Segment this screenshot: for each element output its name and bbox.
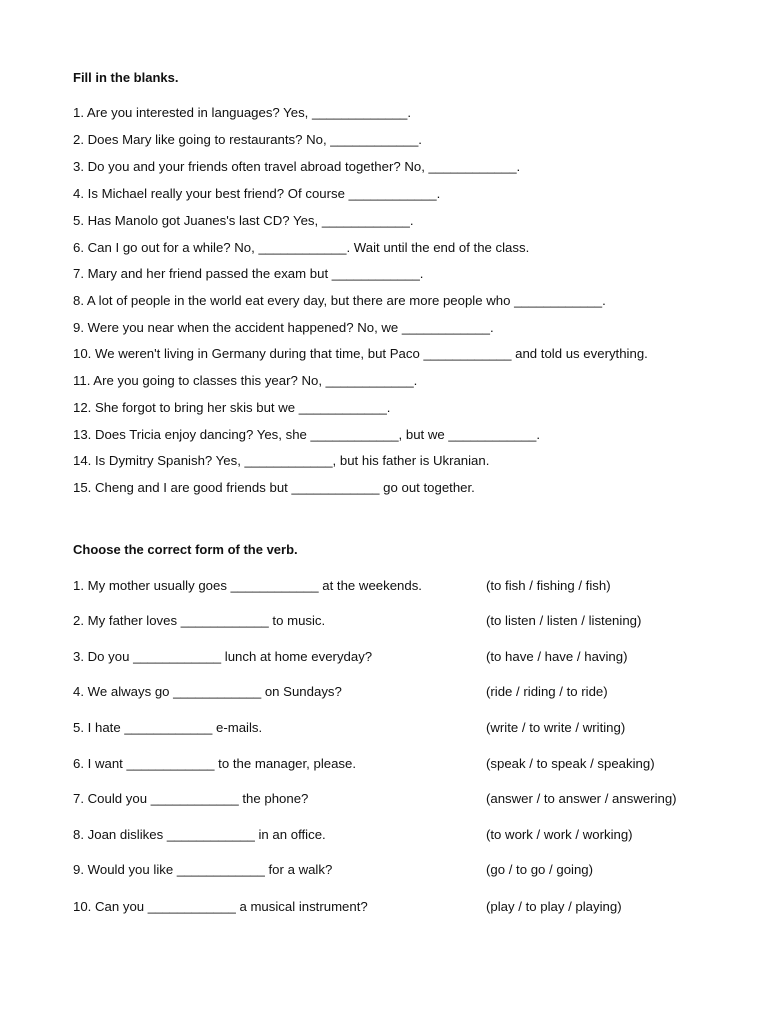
fill-blank-item-15: 15. Cheng and I are good friends but ____________ go out together. [73,480,475,495]
verb-item-8-options: (to work / work / working) [486,827,633,842]
verb-item-9-sentence: 9. Would you like ____________ for a walk? [73,862,333,877]
verb-item-2-options: (to listen / listen / listening) [486,613,642,628]
verb-item-6-sentence: 6. I want ____________ to the manager, please. [73,756,357,771]
section1-heading: Fill in the blanks. [73,70,179,85]
verb-item-2-sentence: 2. My father loves ____________ to music. [73,613,326,628]
fill-blank-item-13: 13. Does Tricia enjoy dancing? Yes, she ____________, but we ____________. [73,427,541,442]
verb-item-3-options: (to have / have / having) [486,649,628,664]
verb-item-7-options: (answer / to answer / answering) [486,791,677,806]
verb-item-5-sentence: 5. I hate ____________ e-mails. [73,720,263,735]
verb-item-10-options: (play / to play / playing) [486,899,622,914]
fill-blank-item-5: 5. Has Manolo got Juanes's last CD? Yes, ____________. [73,213,414,228]
fill-blank-item-10: 10. We weren't living in Germany during that time, but Paco ____________ and told us everything. [73,346,648,361]
fill-blank-item-6: 6. Can I go out for a while? No, ____________. Wait until the end of the class. [73,240,530,255]
verb-item-1-options: (to fish / fishing / fish) [486,578,611,593]
fill-blank-item-1: 1. Are you interested in languages? Yes, _____________. [73,105,412,120]
fill-blank-item-12: 12. She forgot to bring her skis but we ____________. [73,400,391,415]
fill-blank-item-8: 8. A lot of people in the world eat every day, but there are more people who ____________. [73,293,606,308]
fill-blank-item-14: 14. Is Dymitry Spanish? Yes, ____________, but his father is Ukranian. [73,453,490,468]
verb-item-4-options: (ride / riding / to ride) [486,684,608,699]
section2-heading: Choose the correct form of the verb. [73,542,298,557]
fill-blank-item-7: 7. Mary and her friend passed the exam but ____________. [73,266,424,281]
verb-item-3-sentence: 3. Do you ____________ lunch at home everyday? [73,649,373,664]
fill-blank-item-11: 11. Are you going to classes this year? No, ____________. [73,373,418,388]
fill-blank-item-3: 3. Do you and your friends often travel abroad together? No, ____________. [73,159,521,174]
fill-blank-item-2: 2. Does Mary like going to restaurants? No, ____________. [73,132,422,147]
verb-item-5-options: (write / to write / writing) [486,720,626,735]
verb-item-9-options: (go / to go / going) [486,862,594,877]
fill-blank-item-9: 9. Were you near when the accident happened? No, we ____________. [73,320,494,335]
verb-item-4-sentence: 4. We always go ____________ on Sundays? [73,684,342,699]
fill-blank-item-4: 4. Is Michael really your best friend? Of course ____________. [73,186,441,201]
verb-item-6-options: (speak / to speak / speaking) [486,756,655,771]
verb-item-1-sentence: 1. My mother usually goes ____________ at the weekends. [73,578,422,593]
verb-item-10-sentence: 10. Can you ____________ a musical instrument? [73,899,368,914]
verb-item-7-sentence: 7. Could you ____________ the phone? [73,791,309,806]
verb-item-8-sentence: 8. Joan dislikes ____________ in an office. [73,827,326,842]
